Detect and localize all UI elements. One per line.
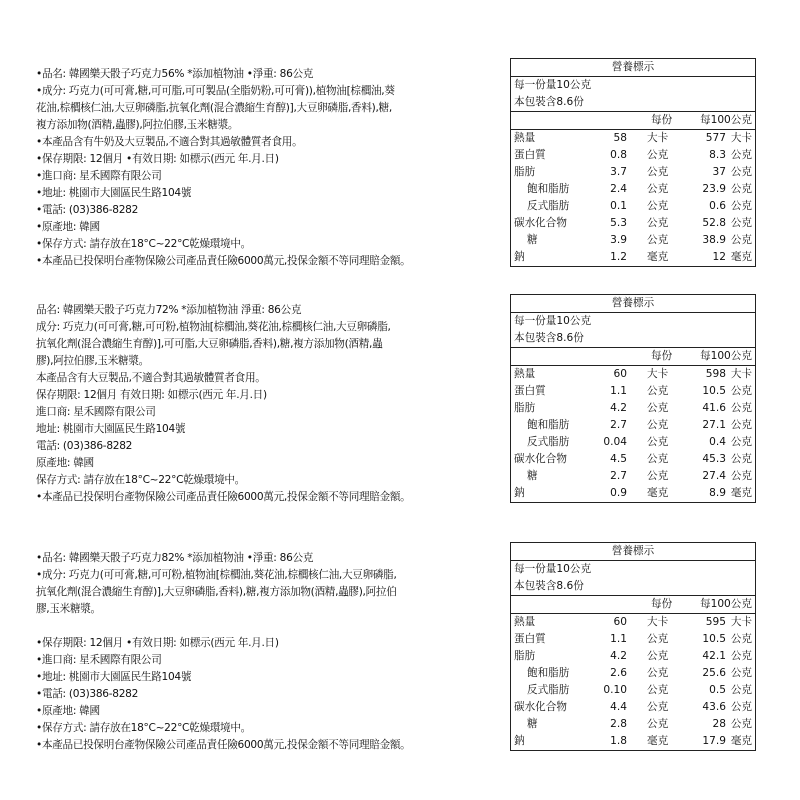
per-serving-value: 4.4 [610,701,627,713]
nutrient-name: 熱量 [514,616,536,628]
per-100g-value: 38.9 [702,234,726,246]
per-serving-value: 1.2 [610,251,627,263]
nutrient-row [511,383,755,400]
nutrient-name: 脂肪 [514,166,536,178]
info-line: 保存期限: 12個月 有效日期: 如標示(西元 年.月.日) [36,389,267,401]
column-header [511,596,755,614]
per-100g-value: 52.8 [702,217,726,229]
serving-size: 每一份量10公克 [514,79,592,91]
per-100g-value: 10.5 [702,385,726,397]
col-per-100g: 每100公克 [699,598,752,610]
per-serving-value: 58 [613,132,627,144]
nutrient-name: 鈉 [514,251,525,263]
per-100g-unit: 公克 [730,200,752,212]
col-per-serving: 每份 [651,114,673,126]
info-line: •保存方式: 請存放在18°C~22°C乾燥環境中。 [36,238,251,250]
nutrient-row [511,164,755,181]
per-serving-unit: 公克 [647,718,669,730]
per-100g-unit: 公克 [730,183,752,195]
nutrient-row [511,215,755,232]
nutrient-name: 反式脂肪 [527,436,570,448]
per-serving-value: 1.1 [610,385,627,397]
per-serving-value: 2.7 [610,470,627,482]
per-100g-unit: 公克 [730,149,752,161]
info-line: •電話: (03)386-8282 [36,204,139,216]
nutrition-label [510,58,756,267]
serving-size: 每一份量10公克 [514,315,592,327]
nutrient-row [511,366,755,383]
per-100g-value: 0.6 [709,200,726,212]
info-line: 地址: 桃園市大園區民生路104號 [36,423,186,435]
per-100g-unit: 毫克 [730,251,752,263]
nutrient-row [511,249,755,266]
column-header [511,348,755,366]
nutrient-row [511,699,755,716]
servings-per-pack: 本包裝含8.6份 [514,580,584,592]
per-serving-value: 4.2 [610,650,627,662]
column-header [511,112,755,130]
per-serving-unit: 大卡 [647,616,669,628]
per-100g-value: 28 [712,718,726,730]
info-line: 複方添加物(酒精,蟲膠),阿拉伯膠,玉米糖漿。 [36,119,239,131]
nutrient-name: 碳水化合物 [514,217,567,229]
serving-size: 每一份量10公克 [514,563,592,575]
info-line: 抗氧化劑(混合濃縮生育醇)],可可脂,大豆卵磷脂,香料),糖,複方添加物(酒精,蟲 [36,338,383,350]
nutrient-row [511,614,755,631]
info-line: •地址: 桃園市大園區民生路104號 [36,671,192,683]
per-100g-value: 25.6 [702,667,726,679]
info-line: •成分: 巧克力(可可膏,糖,可可脂,可可製品(全脂奶粉,可可膏)),植物油[棕櫚油,葵 [36,85,395,97]
per-serving-unit: 公克 [647,436,669,448]
nutrient-name: 鈉 [514,487,525,499]
info-line: •地址: 桃園市大園區民生路104號 [36,187,192,199]
nutrient-row [511,733,755,750]
info-line: 膠,玉米糖漿。 [36,603,101,615]
per-100g-value: 595 [705,616,726,628]
per-100g-value: 45.3 [702,453,726,465]
per-100g-unit: 公克 [730,667,752,679]
per-serving-unit: 公克 [647,701,669,713]
nutrient-name: 糖 [527,470,538,482]
nutrient-row [511,198,755,215]
per-serving-value: 2.4 [610,183,627,195]
nutrient-row [511,181,755,198]
info-line: •進口商: 星禾國際有限公司 [36,170,162,182]
nutrient-row [511,451,755,468]
per-serving-unit: 毫克 [647,487,669,499]
per-serving-value: 0.10 [603,684,627,696]
nutrient-name: 蛋白質 [514,149,546,161]
per-serving-value: 0.9 [610,487,627,499]
per-serving-unit: 公克 [647,385,669,397]
per-100g-unit: 公克 [730,470,752,482]
per-100g-unit: 公克 [730,419,752,431]
per-serving-unit: 公克 [647,667,669,679]
nutrient-name: 飽和脂肪 [527,667,570,679]
info-line: •原產地: 韓國 [36,221,100,233]
servings-per-pack: 本包裝含8.6份 [514,96,584,108]
per-100g-unit: 大卡 [730,132,752,144]
per-serving-unit: 公克 [647,234,669,246]
nutrient-name: 糖 [527,234,538,246]
per-serving-value: 0.04 [603,436,627,448]
nutrient-row [511,434,755,451]
per-100g-value: 8.9 [709,487,726,499]
per-serving-value: 0.8 [610,149,627,161]
info-line: •本產品已投保明台產物保險公司產品責任險6000萬元,投保金額不等同理賠金額。 [36,491,411,503]
per-serving-value: 4.5 [610,453,627,465]
per-100g-value: 0.4 [709,436,726,448]
info-line [36,618,484,635]
per-serving-value: 2.7 [610,419,627,431]
nutrient-row [511,631,755,648]
col-per-100g: 每100公克 [699,350,752,362]
per-serving-unit: 毫克 [647,735,669,747]
per-100g-value: 27.1 [702,419,726,431]
per-100g-unit: 大卡 [730,368,752,380]
per-serving-value: 4.2 [610,402,627,414]
nutrient-row [511,468,755,485]
per-100g-value: 0.5 [709,684,726,696]
per-serving-unit: 公克 [647,166,669,178]
per-100g-unit: 公克 [730,701,752,713]
nutrient-row [511,716,755,733]
info-line: •保存方式: 請存放在18°C~22°C乾燥環境中。 [36,722,251,734]
per-serving-value: 2.8 [610,718,627,730]
per-100g-unit: 公克 [730,217,752,229]
info-line: 膠),阿拉伯膠,玉米糖漿。 [36,355,149,367]
col-per-serving: 每份 [651,598,673,610]
info-line: 本產品含有大豆製品,不適合對其過敏體質者食用。 [36,372,266,384]
per-100g-unit: 公克 [730,402,752,414]
per-100g-value: 41.6 [702,402,726,414]
nutrient-name: 蛋白質 [514,633,546,645]
nutrient-name: 熱量 [514,368,536,380]
nutrient-name: 碳水化合物 [514,701,567,713]
per-serving-unit: 公克 [647,217,669,229]
per-serving-unit: 公克 [647,183,669,195]
nutrient-row [511,130,755,147]
nutrition-label [510,542,756,751]
serving-box [511,561,755,596]
per-100g-unit: 公克 [730,684,752,696]
info-line: •保存期限: 12個月 •有效日期: 如標示(西元 年.月.日) [36,637,279,649]
nutrient-name: 反式脂肪 [527,200,570,212]
per-serving-unit: 公克 [647,200,669,212]
per-100g-unit: 大卡 [730,616,752,628]
nutrient-name: 反式脂肪 [527,684,570,696]
serving-box [511,313,755,348]
per-serving-unit: 公克 [647,633,669,645]
per-100g-value: 577 [705,132,726,144]
per-100g-unit: 公克 [730,650,752,662]
label-title: 營養標示 [511,59,755,77]
info-line: 成分: 巧克力(可可膏,糖,可可粉,植物油[棕櫚油,葵花油,棕櫚核仁油,大豆卵磷脂, [36,321,391,333]
nutrient-row [511,682,755,699]
per-serving-unit: 公克 [647,149,669,161]
per-100g-value: 17.9 [702,735,726,747]
per-100g-unit: 公克 [730,166,752,178]
info-line: 電話: (03)386-8282 [36,440,133,452]
info-line: •成分: 巧克力(可可膏,糖,可可粉,植物油[棕櫚油,葵花油,棕櫚核仁油,大豆卵磷脂, [36,569,397,581]
product-info [36,302,484,506]
per-100g-unit: 公克 [730,718,752,730]
per-serving-value: 0.1 [610,200,627,212]
nutrient-name: 飽和脂肪 [527,419,570,431]
per-100g-unit: 毫克 [730,487,752,499]
per-100g-unit: 公克 [730,633,752,645]
info-line: •本產品含有牛奶及大豆製品,不適合對其過敏體質者食用。 [36,136,303,148]
info-line: 進口商: 星禾國際有限公司 [36,406,156,418]
col-per-serving: 每份 [651,350,673,362]
per-100g-value: 23.9 [702,183,726,195]
per-100g-value: 10.5 [702,633,726,645]
per-100g-unit: 公克 [730,385,752,397]
nutrient-row [511,147,755,164]
nutrient-name: 熱量 [514,132,536,144]
info-line: 花油,棕櫚核仁油,大豆卵磷脂,抗氧化劑(混合濃縮生育醇)],大豆卵磷脂,香料),糖, [36,102,392,114]
per-serving-value: 1.1 [610,633,627,645]
per-serving-value: 1.8 [610,735,627,747]
nutrient-name: 鈉 [514,735,525,747]
nutrient-name: 糖 [527,718,538,730]
info-line: •保存期限: 12個月 •有效日期: 如標示(西元 年.月.日) [36,153,279,165]
info-line: 抗氧化劑(混合濃縮生育醇)],大豆卵磷脂,香料),糖,複方添加物(酒精,蟲膠),阿拉伯 [36,586,397,598]
nutrient-name: 脂肪 [514,650,536,662]
per-100g-value: 37 [712,166,726,178]
info-line: •進口商: 星禾國際有限公司 [36,654,162,666]
per-100g-value: 12 [712,251,726,263]
nutrient-name: 碳水化合物 [514,453,567,465]
nutrient-name: 飽和脂肪 [527,183,570,195]
info-line: •本產品已投保明台產物保險公司產品責任險6000萬元,投保金額不等同理賠金額。 [36,255,411,267]
per-serving-unit: 公克 [647,650,669,662]
nutrient-row [511,417,755,434]
per-serving-unit: 大卡 [647,132,669,144]
per-serving-value: 3.7 [610,166,627,178]
per-100g-unit: 公克 [730,234,752,246]
info-line: 保存方式: 請存放在18°C~22°C乾燥環境中。 [36,474,245,486]
info-line: •原產地: 韓國 [36,705,100,717]
per-100g-unit: 毫克 [730,735,752,747]
nutrient-name: 蛋白質 [514,385,546,397]
per-serving-unit: 公克 [647,453,669,465]
per-serving-value: 5.3 [610,217,627,229]
per-100g-value: 42.1 [702,650,726,662]
nutrient-name: 脂肪 [514,402,536,414]
per-100g-unit: 公克 [730,453,752,465]
info-line: •品名: 韓國樂天骰子巧克力56% *添加植物油 •淨重: 86公克 [36,68,314,80]
per-100g-value: 598 [705,368,726,380]
per-serving-unit: 毫克 [647,251,669,263]
label-title: 營養標示 [511,295,755,313]
per-serving-unit: 公克 [647,470,669,482]
product-info [36,66,484,270]
label-title: 營養標示 [511,543,755,561]
per-100g-value: 27.4 [702,470,726,482]
servings-per-pack: 本包裝含8.6份 [514,332,584,344]
per-100g-value: 8.3 [709,149,726,161]
serving-box [511,77,755,112]
nutrition-label [510,294,756,503]
per-100g-value: 43.6 [702,701,726,713]
per-serving-unit: 公克 [647,402,669,414]
per-serving-unit: 公克 [647,684,669,696]
nutrient-row [511,648,755,665]
product-info [36,550,484,754]
nutrient-row [511,232,755,249]
nutrient-row [511,665,755,682]
per-serving-unit: 公克 [647,419,669,431]
info-line: 品名: 韓國樂天骰子巧克力72% *添加植物油 淨重: 86公克 [36,304,302,316]
per-serving-value: 3.9 [610,234,627,246]
col-per-100g: 每100公克 [699,114,752,126]
per-100g-unit: 公克 [730,436,752,448]
info-line: 原產地: 韓國 [36,457,94,469]
info-line: •電話: (03)386-8282 [36,688,139,700]
nutrient-row [511,400,755,417]
nutrient-row [511,485,755,502]
per-serving-value: 60 [613,616,627,628]
per-serving-value: 60 [613,368,627,380]
per-serving-unit: 大卡 [647,368,669,380]
info-line: •品名: 韓國樂天骰子巧克力82% *添加植物油 •淨重: 86公克 [36,552,314,564]
info-line: •本產品已投保明台產物保險公司產品責任險6000萬元,投保金額不等同理賠金額。 [36,739,411,751]
per-serving-value: 2.6 [610,667,627,679]
